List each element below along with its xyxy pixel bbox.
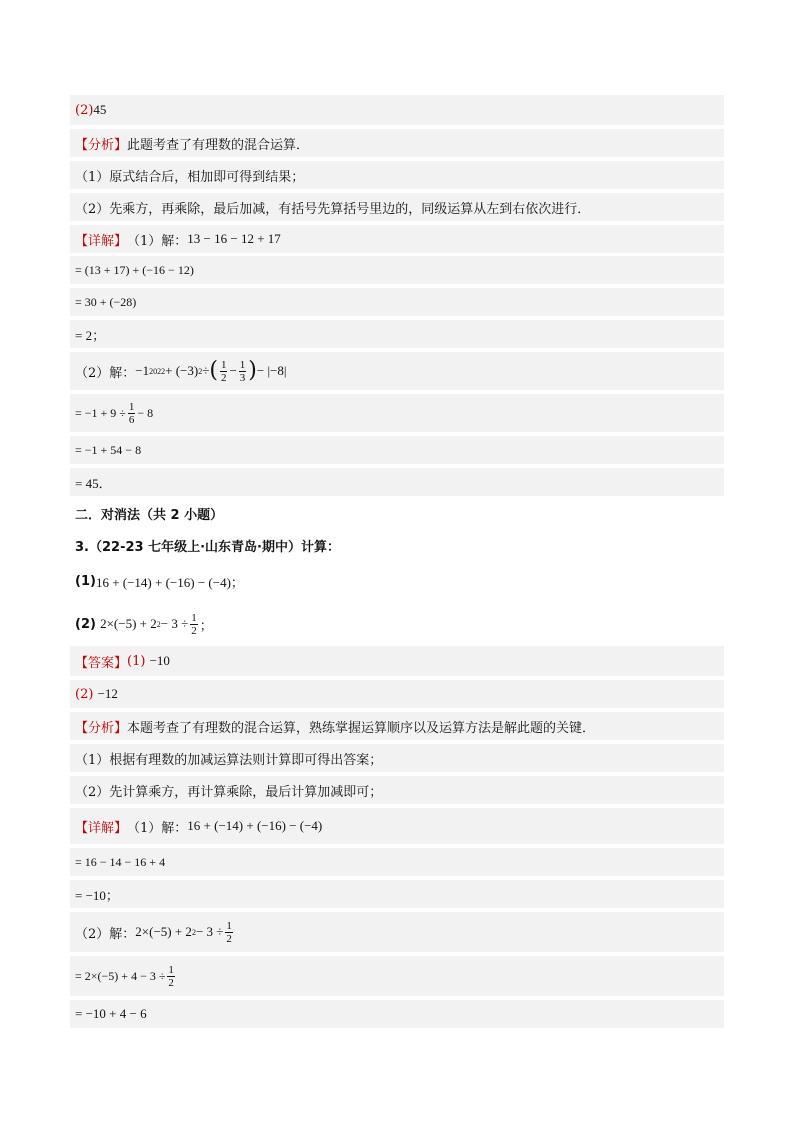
step-row [70,1000,724,1028]
step-text: = −10 + 4 − 6 [75,1006,147,1021]
math-term: ； [199,617,213,633]
math-term: 2×(−5) + 2 [135,924,192,939]
exponent: 2 [191,927,196,937]
answer-value: −10 [149,653,170,668]
part-label: (1) [127,653,146,669]
question-stem [70,532,724,558]
hint-text: （2）先计算乘方，再计算乘除，最后计算加减即可； [75,784,383,800]
step-text: = 2； [75,327,106,343]
section-heading [70,500,724,526]
fraction [225,920,233,945]
analysis-tag: 【分析】 [75,137,128,153]
detail-part-label: （1）解： [127,820,188,836]
analysis-row [70,712,724,740]
math-term: − |−8| [256,363,287,378]
numerator: 1 [226,919,232,932]
step-text: − 8 [137,405,154,420]
answer-tag: 【答案】 [75,655,128,671]
hint-row-1 [70,744,724,772]
fraction [128,401,136,426]
math-term: ÷ [202,363,210,378]
denominator: 6 [128,413,135,426]
step-row [70,880,724,908]
step-text: = −1 + 54 − 8 [75,442,142,457]
analysis-text: 本题考查了有理数的混合运算，熟练掌握运算顺序以及运算方法是解此题的关键． [127,720,596,736]
math-term: 2×(−5) + 2 [100,616,157,631]
step-row [70,436,724,464]
step-text: = (13 + 17) + (−16 − 12) [75,262,194,277]
analysis-text: 此题考查了有理数的混合运算． [127,137,310,153]
fraction [220,359,228,384]
step-text: = 2×(−5) + 4 − 3 ÷ [75,968,166,983]
answer-value: 45 [93,102,107,117]
left-paren: ( [209,358,218,383]
part-label: (1) [75,573,96,589]
math-term: − [229,363,237,378]
detail-row [70,225,724,253]
hint-row-2 [70,776,724,804]
numerator: 1 [128,400,135,413]
step-row [70,256,724,284]
detail-tag: 【详解】 [75,233,128,249]
part-label: （2）解： [75,926,136,942]
hint-text: （1）原式结合后，相加即可得到结果； [75,169,305,185]
part2-solution-row [70,352,724,390]
math-term: + (−3) [165,363,199,378]
detail-row [70,808,724,844]
math-term: − 3 ÷ [160,616,189,631]
detail-tag: 【详解】 [75,820,128,836]
hint-row-2 [70,193,724,221]
step-text: = −10； [75,887,119,903]
step-row [70,394,724,432]
right-paren: ) [248,358,257,383]
step-row [70,848,724,876]
denominator: 2 [168,976,174,989]
part-label: (2) [75,616,96,632]
part-label: (2) [75,686,94,702]
detail-expression: 13 − 16 − 12 + 17 [187,231,281,246]
denominator: 2 [220,371,227,384]
analysis-tag: 【分析】 [75,720,128,736]
analysis-row [70,129,724,157]
fraction [167,964,175,989]
hint-text: （1）根据有理数的加减运算法则计算即可得出答案； [75,752,383,768]
numerator: 1 [191,611,197,624]
detail-expression: 16 + (−14) + (−16) − (−4) [187,818,323,833]
step-row [70,468,724,496]
part2-solution-row [70,912,724,952]
part-label: （2）解： [75,365,136,381]
section-title: 二．对消法（共 2 小题） [75,507,224,523]
answer-part2-row [70,680,724,708]
step-row [70,956,724,996]
denominator: 3 [239,371,246,384]
answer-value: −12 [97,686,118,701]
exponent: 2022 [149,366,166,376]
denominator: 2 [191,624,197,637]
answer-row [70,646,724,676]
exponent: 2 [198,366,203,376]
step-row [70,288,724,316]
hint-row-1 [70,161,724,189]
math-term: −1 [135,363,150,378]
fraction [190,612,198,637]
step-row [70,320,724,348]
question-expression: 16 + (−14) + (−16) − (−4)； [95,574,244,590]
question-part-2 [70,604,724,644]
numerator: 1 [168,963,174,976]
step-text: = −1 + 9 ÷ [75,405,126,420]
numerator: 1 [220,358,227,371]
denominator: 2 [226,932,232,945]
answer-part2-row [70,95,724,125]
numerator: 1 [239,358,246,371]
math-term: − 3 ÷ [195,924,224,939]
part-label: (2) [75,102,94,118]
question-part-1 [70,566,724,596]
hint-text: （2）先乘方，再乘除，最后加减，有括号先算括号里边的，同级运算从左到右依次进行． [75,201,591,217]
exponent: 2 [156,619,161,629]
step-text: = 16 − 14 − 16 + 4 [75,854,166,869]
question-text: 3.（22-23 七年级上·山东青岛·期中）计算： [75,539,340,555]
fraction [239,359,247,384]
step-text: = 45． [75,475,112,491]
step-text: = 30 + (−28) [75,294,137,309]
detail-part-label: （1）解： [127,233,188,249]
